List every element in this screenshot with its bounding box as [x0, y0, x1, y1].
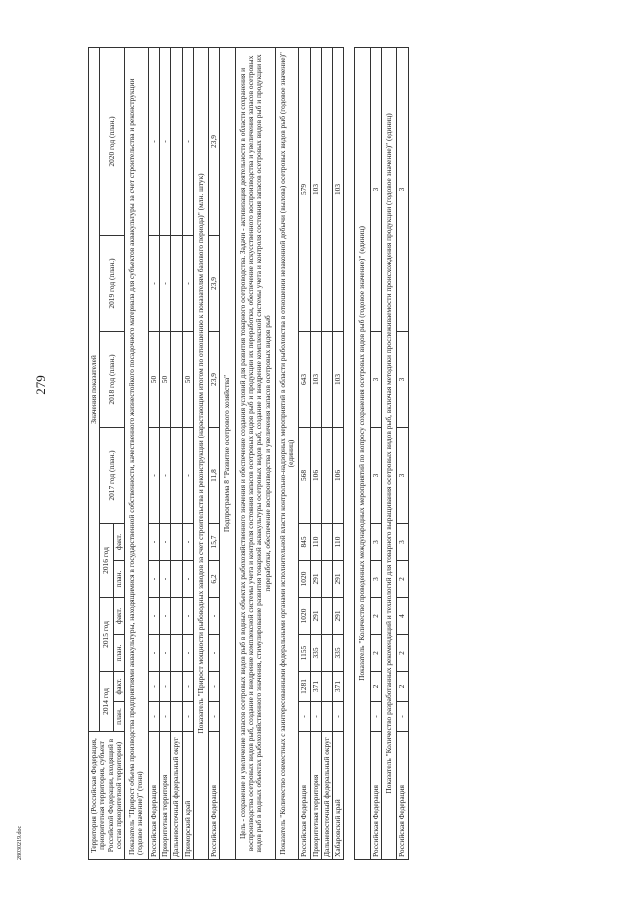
value-cell: 845 — [299, 524, 310, 561]
value-cell: - — [299, 702, 310, 732]
value-cell: 3 — [370, 332, 381, 428]
fact-header: факт. — [113, 672, 124, 702]
value-cell: - — [182, 428, 193, 524]
value-cell: - — [209, 702, 220, 732]
territory-cell: Дальневосточный федеральный округ — [321, 732, 332, 860]
year-header: 2014 год — [100, 672, 114, 732]
value-cell: 2 — [370, 635, 381, 672]
value-cell: - — [148, 672, 159, 702]
value-cell: - — [159, 702, 170, 732]
subprogram-title: Подпрограмма 8 "Развитие осетрового хозяйства" — [220, 47, 235, 859]
value-cell — [321, 332, 332, 428]
territory-cell: Российская Федерация — [209, 732, 220, 860]
value-cell: - — [159, 236, 170, 332]
rotated-table-container — [88, 48, 600, 860]
value-cell: - — [148, 47, 159, 235]
value-cell: - — [182, 702, 193, 732]
territory-cell: Российская Федерация — [370, 732, 381, 860]
year-header: 2019 год (план.) — [100, 236, 125, 332]
value-cell: - — [148, 428, 159, 524]
value-cell: 103 — [333, 47, 344, 331]
value-cell: 50 — [182, 332, 193, 428]
value-cell: 103 — [333, 332, 344, 428]
value-cell — [321, 561, 332, 598]
value-cell — [171, 524, 182, 561]
value-cell — [321, 635, 332, 672]
plan-header: план. — [113, 561, 124, 598]
value-cell: - — [182, 635, 193, 672]
value-cell: 579 — [299, 47, 310, 331]
value-cell: 103 — [310, 332, 321, 428]
value-cell — [321, 702, 332, 732]
value-cell: - — [148, 635, 159, 672]
value-cell: - — [182, 47, 193, 235]
spacer-row — [344, 47, 355, 859]
territory-cell: Приоритетная территория — [310, 732, 321, 860]
value-cell: - — [209, 635, 220, 672]
table-row — [370, 47, 381, 859]
value-cell: 3 — [370, 524, 381, 561]
value-cell: 1020 — [299, 598, 310, 635]
territory-cell: Дальневосточный федеральный округ — [171, 732, 182, 860]
territory-cell: Приоритетная территория — [159, 732, 170, 860]
value-cell: 23,9 — [209, 332, 220, 428]
territory-cell: Российская Федерация — [148, 732, 159, 860]
value-cell: - — [209, 672, 220, 702]
value-cell: - — [148, 561, 159, 598]
value-cell: - — [310, 702, 321, 732]
value-cell: - — [182, 236, 193, 332]
page-number: 279 — [33, 375, 48, 395]
value-cell: 1155 — [299, 635, 310, 672]
value-cell — [171, 332, 182, 428]
value-cell: 3 — [370, 47, 381, 331]
value-cell: 110 — [310, 524, 321, 561]
plan-header: план. — [113, 635, 124, 672]
value-cell: - — [182, 598, 193, 635]
value-cell: 2 — [370, 672, 381, 702]
indicator-title: Показатель "Количество проведенных международных мероприятий по вопросу сохранения осетровых видов рыб (годовое значение)" (единиц) — [355, 47, 370, 859]
value-cell — [321, 47, 332, 331]
indicator-title: Показатель "Прирост мощности рыбоводных заводов за счет строительства и реконструкции (нарастающим итогом по отношению к показателям базового периода)" (млн. штук) — [193, 47, 208, 859]
table-row — [209, 47, 220, 859]
value-cell: 568 — [299, 428, 310, 524]
value-cell: 1020 — [299, 561, 310, 598]
value-cell: 23,9 — [209, 47, 220, 235]
fact-header: факт. — [113, 598, 124, 635]
value-cell: 50 — [148, 332, 159, 428]
table-row — [321, 47, 332, 859]
value-cell: 335 — [333, 635, 344, 672]
value-cell: 50 — [159, 332, 170, 428]
value-cell: 2 — [397, 672, 408, 702]
table-row — [299, 47, 310, 859]
value-cell: 11,8 — [209, 428, 220, 524]
value-cell: - — [182, 561, 193, 598]
year-header: 2015 год — [100, 598, 114, 672]
value-cell: 103 — [310, 47, 321, 331]
value-cell: 106 — [310, 428, 321, 524]
table-row — [171, 47, 182, 859]
value-cell: 291 — [310, 561, 321, 598]
value-cell: 6,2 — [209, 561, 220, 598]
value-cell — [171, 702, 182, 732]
value-cell: - — [159, 524, 170, 561]
value-cell: 2 — [370, 598, 381, 635]
value-cell: 3 — [370, 561, 381, 598]
value-cell: 371 — [310, 672, 321, 702]
value-cell: 3 — [397, 428, 408, 524]
value-cell: - — [159, 561, 170, 598]
value-cell: 2 — [397, 561, 408, 598]
indicators-table — [88, 47, 409, 860]
value-cell: - — [397, 702, 408, 732]
indicator-title: Показатель "Количество совместных с заинтересованными федеральными органами исполнительной власти контрольно-надзорных мероприятий в области рыболовства в отношении незаконной добычи (вылова) осетровых видов рыб (годовое значение)" (единиц) — [275, 47, 299, 859]
value-cell: 4 — [397, 598, 408, 635]
value-cell — [171, 47, 182, 235]
value-cell: - — [148, 702, 159, 732]
plan-header: план. — [113, 702, 124, 732]
territory-cell: Приморский край — [182, 732, 193, 860]
indicator-title: Показатель "Прирост объема производства предприятиями аквакультуры, находящимися в государственной собственности, качественного жизнестойкого посадочного материала для субъектов аквакультуры за счет строительства и реконструкции (годовое значение)" (тонн) — [125, 47, 149, 859]
value-cell — [171, 428, 182, 524]
value-cell: 371 — [333, 672, 344, 702]
table-row — [310, 47, 321, 859]
value-cell: 110 — [333, 524, 344, 561]
value-cell: 291 — [333, 561, 344, 598]
table-row — [182, 47, 193, 859]
value-cell: - — [182, 524, 193, 561]
value-cell — [321, 672, 332, 702]
goal-text: Цель - сохранение и увеличение запасов осетровых видов рыб в водных объектах рыбохозяйственного значения и обеспечение создания условий для развития товарного осетроводства. Задачи - активизация деятельности в области сохранения и воспроизводства осетровых видов рыб, создание и внедрение комплексной системы учета и контроля состояния запасов осетровых видов рыб и продукции их переработки, обеспечение искусственного воспроизводства и увеличения запасов осетровых видов рыб в водных объектах рыбохозяйственного значения, стимулирование развития товарной аквакультуры осетровых видов рыб, создание и внедрение комплексной системы учета и контроля состояния запасов осетровых видов рыб и продукции их переработки, обеспечение воспроизводства и увеличения запасов осетровых видов рыб — [235, 47, 275, 859]
value-cell: 2 — [397, 635, 408, 672]
table-row — [159, 47, 170, 859]
value-cell: 3 — [397, 524, 408, 561]
value-cell: - — [159, 598, 170, 635]
value-cell — [171, 561, 182, 598]
value-cell — [321, 428, 332, 524]
year-header: 2016 год — [100, 524, 114, 598]
year-header: 2020 год (план.) — [100, 47, 125, 235]
table-row — [397, 47, 408, 859]
value-cell — [171, 635, 182, 672]
year-header: 2017 год (план.) — [100, 428, 125, 524]
value-cell: - — [159, 428, 170, 524]
territory-header: Территория (Российская Федерация, приоритетная территория, субъект Российской Федерации, входящий в состав приоритетной территории) — [89, 732, 125, 860]
value-cell: 643 — [299, 332, 310, 428]
value-cell: 291 — [310, 598, 321, 635]
value-cell — [321, 598, 332, 635]
year-header: 2018 год (план.) — [100, 332, 125, 428]
territory-cell: Российская Федерация — [397, 732, 408, 860]
value-cell: 3 — [397, 332, 408, 428]
fact-header: факт. — [113, 524, 124, 561]
value-cell: - — [159, 672, 170, 702]
indicator-title: Показатель "Количество разработанных рекомендаций и технологий для товарного выращивания осетровых видов рыб, включая методики прослеживаемости происхождения продукции (годовое значение)" (единиц) — [382, 47, 397, 859]
document-footer: 28030219.doc — [17, 825, 23, 860]
value-cell: 23,9 — [209, 236, 220, 332]
value-cell — [171, 598, 182, 635]
value-cell: 3 — [370, 428, 381, 524]
value-cell: - — [370, 702, 381, 732]
territory-cell: Российская Федерация — [299, 732, 310, 860]
value-cell: - — [148, 236, 159, 332]
value-cell: - — [159, 47, 170, 235]
value-cell: 1281 — [299, 672, 310, 702]
value-cell — [171, 236, 182, 332]
value-cell: - — [182, 672, 193, 702]
value-cell: - — [209, 598, 220, 635]
values-header: Значения показателей — [89, 47, 100, 731]
value-cell — [171, 672, 182, 702]
value-cell: - — [148, 598, 159, 635]
value-cell: - — [148, 524, 159, 561]
value-cell: - — [333, 702, 344, 732]
value-cell: 15,7 — [209, 524, 220, 561]
value-cell — [321, 524, 332, 561]
value-cell: 3 — [397, 47, 408, 331]
table-row — [333, 47, 344, 859]
value-cell: - — [159, 635, 170, 672]
value-cell: 291 — [333, 598, 344, 635]
value-cell: 335 — [310, 635, 321, 672]
table-row — [148, 47, 159, 859]
value-cell: 106 — [333, 428, 344, 524]
territory-cell: Хабаровский край — [333, 732, 344, 860]
